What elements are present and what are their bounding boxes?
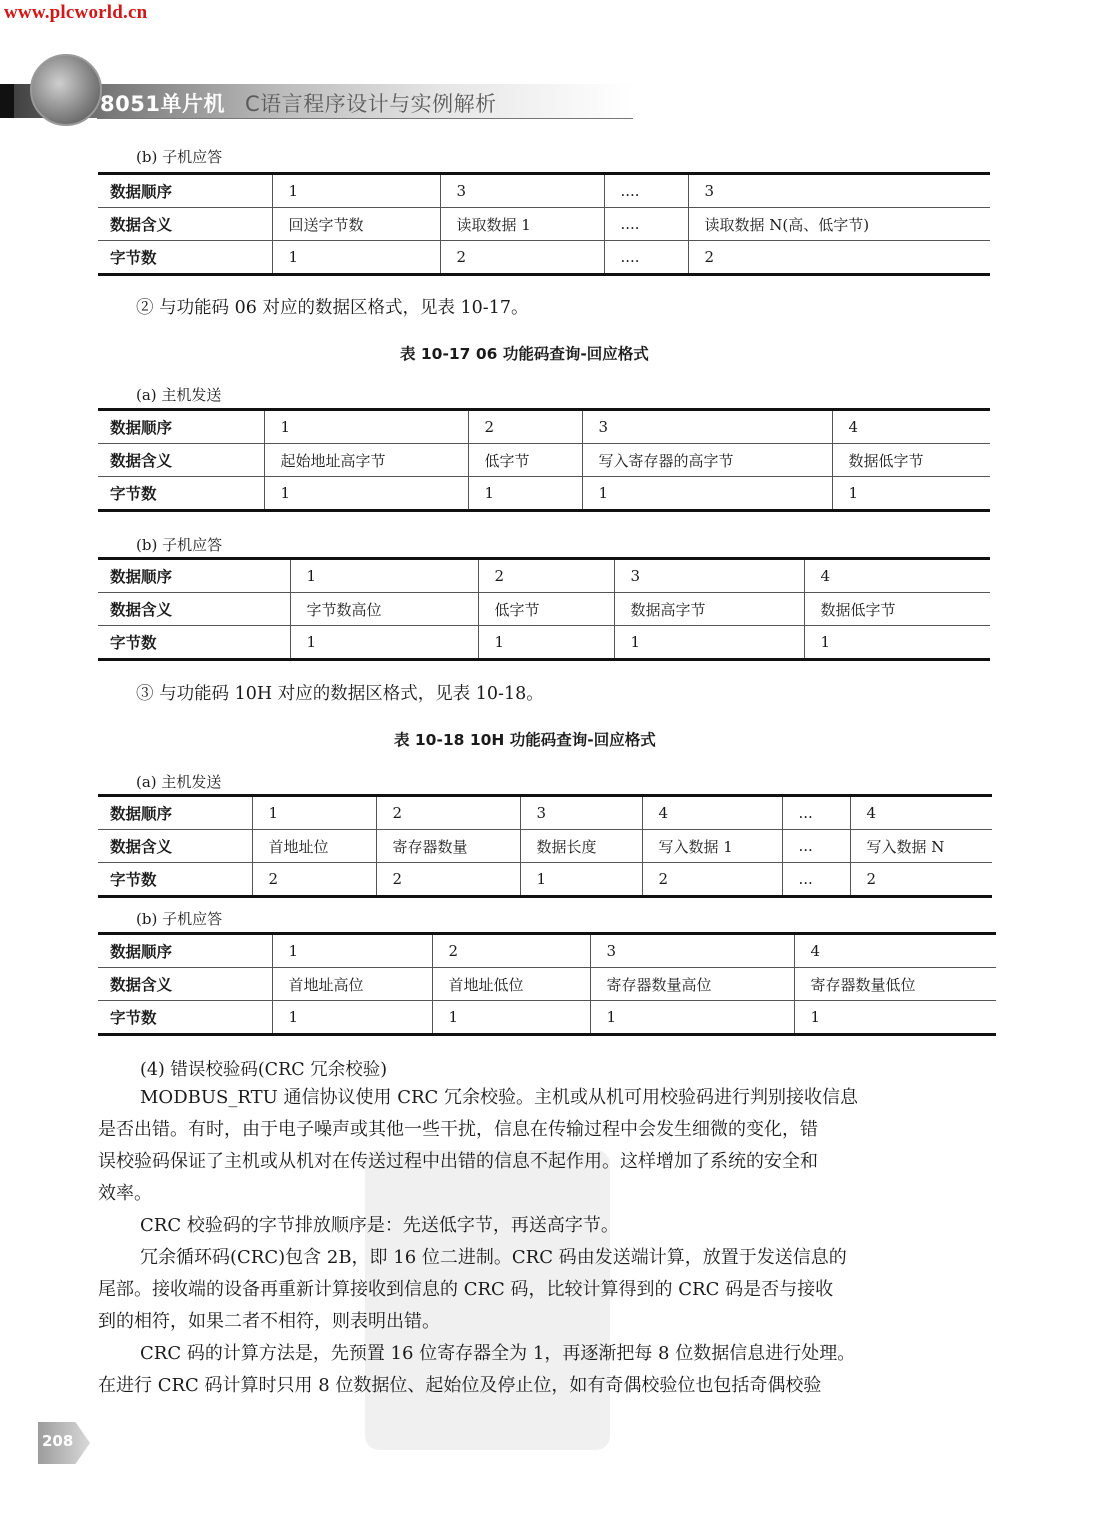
table-cell: 1 [272, 174, 440, 208]
table17-title: 表 10-17 06 功能码查询-回应格式 [400, 345, 649, 363]
body-line: 尾部。接收端的设备再重新计算接收到信息的 CRC 码，比较计算得到的 CRC 码是否与接收 [98, 1279, 834, 1300]
table-cell: 4 [804, 559, 990, 593]
table-cell: 1 [264, 410, 468, 444]
table-cell: 写入寄存器的高字节 [582, 444, 832, 477]
table-cell: 1 [794, 1001, 996, 1035]
table-cell: 2 [376, 863, 520, 897]
top-table [98, 172, 990, 276]
table-cell: 1 [478, 626, 614, 660]
table-cell: 2 [478, 559, 614, 593]
table-row [98, 1001, 996, 1035]
table-row [98, 968, 996, 1001]
table18-a-caption: (a) 主机发送 [136, 773, 222, 791]
table-cell: .... [604, 208, 688, 241]
body-line: 效率。 [98, 1183, 152, 1204]
table-row [98, 241, 990, 275]
table-cell: 4 [832, 410, 990, 444]
section-heading: (4) 错误校验码(CRC 冗余校验) [140, 1060, 388, 1080]
body-line: 冗余循环码(CRC)包含 2B，即 16 位二进制。CRC 码由发送端计算，放置于发送信息的 [140, 1247, 847, 1268]
table18-b [98, 932, 996, 1036]
table-cell: 4 [850, 796, 992, 830]
table-cell: 数据低字节 [832, 444, 990, 477]
table-cell: 1 [432, 1001, 590, 1035]
header-title-a: 8051单片机 [100, 92, 225, 116]
table-cell: 数据顺序 [98, 559, 290, 593]
table-row [98, 410, 990, 444]
page-number: 208 [42, 1432, 74, 1450]
table-cell: 2 [468, 410, 582, 444]
table-cell: 3 [614, 559, 804, 593]
table-cell: 1 [582, 477, 832, 511]
table-cell: 1 [614, 626, 804, 660]
table-cell: 数据低字节 [804, 593, 990, 626]
table-cell: 寄存器数量 [376, 830, 520, 863]
table-cell: ... [782, 863, 850, 897]
table-cell: 2 [252, 863, 376, 897]
table-cell: 2 [850, 863, 992, 897]
table-cell: 1 [468, 477, 582, 511]
top-table-caption: (b) 子机应答 [136, 148, 223, 166]
table-cell: 数据高字节 [614, 593, 804, 626]
table-cell: 2 [688, 241, 990, 275]
table-cell: 4 [794, 934, 996, 968]
table-row [98, 174, 990, 208]
table-cell: 写入数据 1 [642, 830, 782, 863]
table-cell: 起始地址高字节 [264, 444, 468, 477]
table-cell: 2 [376, 796, 520, 830]
table-cell: 1 [832, 477, 990, 511]
table-cell: 字节数 [98, 477, 264, 511]
table-cell: 寄存器数量低位 [794, 968, 996, 1001]
header-rule [97, 118, 633, 119]
table-cell: 3 [590, 934, 794, 968]
body-line: 误校验码保证了主机或从机对在传送过程中出错的信息不起作用。这样增加了系统的安全和 [98, 1151, 818, 1172]
table-cell: 数据含义 [98, 830, 252, 863]
table18-title: 表 10-18 10H 功能码查询-回应格式 [394, 731, 656, 749]
table-cell: 字节数 [98, 626, 290, 660]
table-cell: 读取数据 1 [440, 208, 604, 241]
table-row [98, 626, 990, 660]
table-row [98, 830, 992, 863]
table17-b-caption: (b) 子机应答 [136, 536, 223, 554]
book-logo-icon [30, 54, 102, 126]
table-cell: 回送字节数 [272, 208, 440, 241]
table17-a [98, 408, 990, 512]
body-line: 在进行 CRC 码计算时只用 8 位数据位、起始位及停止位，如有奇偶校验位也包括奇偶校验 [98, 1375, 822, 1396]
table-cell: 2 [440, 241, 604, 275]
table-row [98, 796, 992, 830]
table-cell: 字节数 [98, 1001, 272, 1035]
paragraph-2: ② 与功能码 06 对应的数据区格式，见表 10-17。 [136, 298, 529, 318]
table-cell: .... [604, 241, 688, 275]
table-cell: 数据顺序 [98, 796, 252, 830]
table-cell: 数据含义 [98, 593, 290, 626]
table-cell: 1 [290, 626, 478, 660]
table-row [98, 593, 990, 626]
table-cell: 3 [520, 796, 642, 830]
table-cell: 3 [440, 174, 604, 208]
table-cell: 1 [272, 934, 432, 968]
table-cell: 1 [520, 863, 642, 897]
table-cell: 数据顺序 [98, 174, 272, 208]
body-line: CRC 码的计算方法是，先预置 16 位寄存器全为 1，再逐渐把每 8 位数据信息进行处理。 [140, 1343, 856, 1364]
table-row [98, 863, 992, 897]
table-cell: 2 [642, 863, 782, 897]
table-row [98, 444, 990, 477]
table18-b-caption: (b) 子机应答 [136, 910, 223, 928]
table-cell: 写入数据 N [850, 830, 992, 863]
table-row [98, 477, 990, 511]
table-cell: ... [782, 796, 850, 830]
body-line: 是否出错。有时，由于电子噪声或其他一些干扰，信息在传输过程中会发生细微的变化，错 [98, 1119, 818, 1140]
table-cell: 1 [252, 796, 376, 830]
table17-b [98, 557, 990, 661]
body-line: MODBUS_RTU 通信协议使用 CRC 冗余校验。主机或从机可用校验码进行判别接收信息 [140, 1087, 859, 1108]
table-cell: 数据含义 [98, 208, 272, 241]
table-cell: 首地址低位 [432, 968, 590, 1001]
table-cell: 2 [432, 934, 590, 968]
table-cell: 数据含义 [98, 968, 272, 1001]
header-left-block [0, 84, 14, 118]
table-cell: 1 [264, 477, 468, 511]
table18-a [98, 794, 992, 898]
table-cell: 字节数高位 [290, 593, 478, 626]
table-cell: 3 [688, 174, 990, 208]
table-cell: 1 [290, 559, 478, 593]
table-cell: 1 [804, 626, 990, 660]
table-cell: 3 [582, 410, 832, 444]
table-cell: 数据含义 [98, 444, 264, 477]
table-cell: 读取数据 N(高、低字节) [688, 208, 990, 241]
body-line: 到的相符，如果二者不相符，则表明出错。 [98, 1311, 440, 1332]
table-cell: 1 [590, 1001, 794, 1035]
table-cell: 4 [642, 796, 782, 830]
table-cell: 低字节 [468, 444, 582, 477]
paragraph-3: ③ 与功能码 10H 对应的数据区格式，见表 10-18。 [136, 684, 544, 704]
table-cell: 数据顺序 [98, 934, 272, 968]
table-row [98, 934, 996, 968]
table-cell: 首地址高位 [272, 968, 432, 1001]
table-cell: 1 [272, 1001, 432, 1035]
table17-a-caption: (a) 主机发送 [136, 386, 222, 404]
header-title-b: C语言程序设计与实例解析 [245, 92, 497, 116]
table-row [98, 208, 990, 241]
table-row [98, 559, 990, 593]
table-cell: 字节数 [98, 863, 252, 897]
table-cell: 字节数 [98, 241, 272, 275]
table-cell: 数据长度 [520, 830, 642, 863]
table-cell: 1 [272, 241, 440, 275]
table-cell: ... [782, 830, 850, 863]
table-cell: 低字节 [478, 593, 614, 626]
table-cell: 数据顺序 [98, 410, 264, 444]
table-cell: 首地址位 [252, 830, 376, 863]
table-cell: 寄存器数量高位 [590, 968, 794, 1001]
watermark-url: www.plcworld.cn [4, 2, 148, 23]
body-line: CRC 校验码的字节排放顺序是：先送低字节，再送高字节。 [140, 1215, 619, 1236]
table-cell: .... [604, 174, 688, 208]
